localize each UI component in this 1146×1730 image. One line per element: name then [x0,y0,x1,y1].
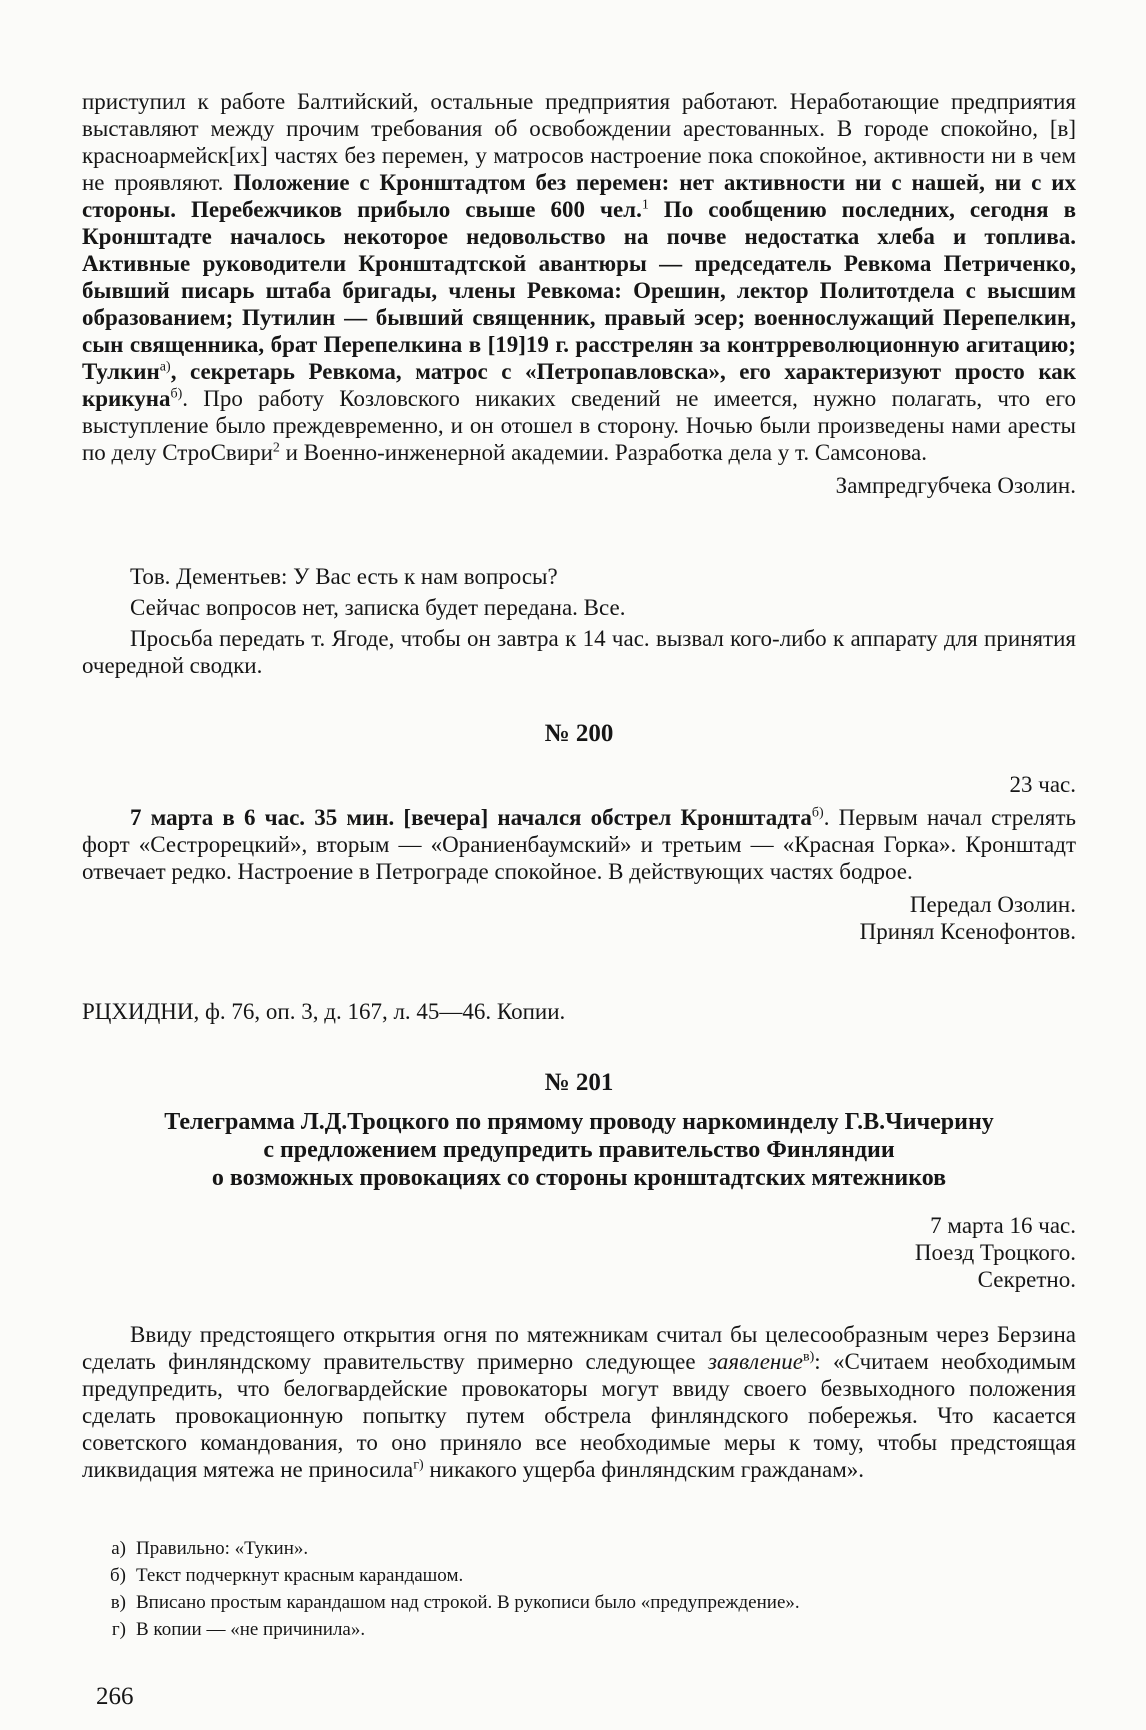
doc-200-received-by: Принял Ксенофонтов. [859,919,1076,944]
doc-200 [82,719,1076,945]
doc-201-date: 7 марта 16 час. [930,1213,1076,1238]
continued-report-block [82,88,1076,499]
doc-201 [82,1068,1076,1483]
archive-reference-block [82,998,1076,1025]
doc-200-sent-by: Передал Озолин. [909,892,1076,917]
doc-201-number: № 201 [544,1069,614,1096]
dialog-line-1: Тов. Дементьев: У Вас есть к нам вопросы? [130,564,558,589]
footnote-item: в) Вписано простым карандашом над строкой. В рукописи было «предупреждение». [110,1592,800,1613]
footnotes [96,1535,1056,1643]
doc-200-text: 7 марта в 6 час. 35 мин. [вечера] начался обстрел Кронштадта$^{б)}$. Первым начал стрелять форт «Сестрорецкий», вторым — «Ораниенбаумский» и третьим — «Красная Горка». Кронштадт отвечает редко. Настроение в Петрограде спокойное. В действующих частях бодрое. [82,805,1076,884]
doc-200-bold: 7 марта в 6 час. 35 мин. [вечера] начался обстрел Кронштадта [130,805,812,830]
footnote-item: г) В копии — «не причинила». [111,1619,366,1640]
doc-201-ref-g: г) [413,1457,424,1473]
doc-201-secret: Секретно. [977,1267,1076,1292]
doc-200-time: 23 час. [1009,772,1076,797]
doc-200-ref-b: б) [811,805,824,821]
bold-passage-2: По сообщению последних, сегодня в Кронштадте началось некоторое недовольство на почве недостатка хлеба и топлива. Активные руководители Кронштадтской авантюры — председатель Ревкома Петриченко, бывший писарь штаба бригады, члены Ревкома: Орешин, лектор Политотдела с высшим образованием; Путилин — бывший священник, правый эсер; военнослужащий Перепелкин, сын священника, брат Перепелкина в [19]19 г. расстрелян за контрреволюционную агитацию; Тулкин [82,197,1076,384]
footnote-ref-2: 2 [272,440,280,456]
dialog-line-3: Просьба передать т. Ягоде, чтобы он завтра к 14 час. вызвал кого-либо к аппарату для принятия очередной сводки. [82,626,1076,678]
doc-201-title-1: Телеграмма Л.Д.Троцкого по прямому проводу наркоминделу Г.В.Чичерину [164,1109,994,1135]
doc-200-number: № 200 [544,720,614,747]
dialog-block [82,563,1076,679]
doc-201-ref-v: в) [803,1349,815,1365]
report-paragraph: приступил к работе Балтийский, остальные предприятия работают. Неработающие предприятия выставляют между прочим требования об освобождении арестованных. В городе спокойно, [в] красноармейск[их] частях без перемен, у матросов настроение пока спокойное, активности ни в чем не проявляют. Положение с Кронштадтом без перемен: нет активности ни с нашей, ни с их стороны. Перебежчиков прибыло свыше 600 чел.$^1$ По сообщению последних, сегодня в Кронштадте началось некоторое недовольство на почве недостатка хлеба и топлива. Активные руководители Кронштадтской авантюры — председатель Ревкома Петриченко, бывший писарь штаба бригады, члены Ревкома: Орешин, лектор Политотдела с высшим образованием; Путилин — бывший священник, правый эсер; военнослужащий Перепелкин, сын священника, брат Перепелкина в [19]19 г. расстрелян за контрреволюционную агитацию; Тулкин$^{а)}$, секретарь Ревкома, матрос с «Петропавловска», его характеризуют просто как крикуна$^{б)}$. Про работу Козловского никаких сведений не имеется, нужно полагать, что его выступление было преждевременно, и он отошел в сторону. Ночью были произведены нами аресты по делу СтроСвири$^2$ и Военно-инженерной академии. Разработка дела у т. Самсонова. [82,89,1076,465]
dialog-line-2: Сейчас вопросов нет, записка будет передана. Все. [130,595,626,620]
signature-ozolin: Зампредгубчека Озолин. [835,473,1076,498]
bold-passage: Положение с Кронштадтом без перемен: нет активности ни с нашей, ни с их стороны. Перебежчиков прибыло свыше 600 чел. [82,170,1076,222]
footnote-item: а) Правильно: «Тукин». [111,1538,309,1559]
doc-201-text: Ввиду предстоящего открытия огня по мятежникам считал бы целесообразным через Берзина сделать финляндскому правительству примерно следующее заявление$^{в)}$: «Считаем необходимым предупредить, что белогвардейские провокаторы могут ввиду своего безвыходного положения сделать провокационную попытку путем обстрела финляндского побережья. Что касается советского командования, то оно приняло все необходимые меры к тому, чтобы предстоящая ликвидация мятежа не приносила$^{г)}$ никакого ущерба финляндским гражданам». [82,1322,1076,1482]
doc-201-title-2: с предложением предупредить правительство Финляндии [263,1137,895,1163]
archive-reference: РЦХИДНИ, ф. 76, оп. 3, д. 167, л. 45—46. Копии. [82,999,566,1024]
footnote-ref-b: б) [170,386,183,402]
footnote-ref-1: 1 [641,197,649,213]
footnote-item: б) Текст подчеркнут красным карандашом. [110,1565,464,1586]
bold-passage-3: , секретарь Ревкома, матрос с «Петропавловска», его характеризуют просто как крикуна [82,359,1076,411]
italic-word: заявление [707,1349,804,1374]
footnote-ref-a: а) [159,359,171,375]
doc-201-title-3: о возможных провокациях со стороны кронштадтских мятежников [211,1165,947,1191]
doc-201-place: Поезд Троцкого. [914,1240,1076,1265]
page-number: 266 [96,1683,134,1710]
